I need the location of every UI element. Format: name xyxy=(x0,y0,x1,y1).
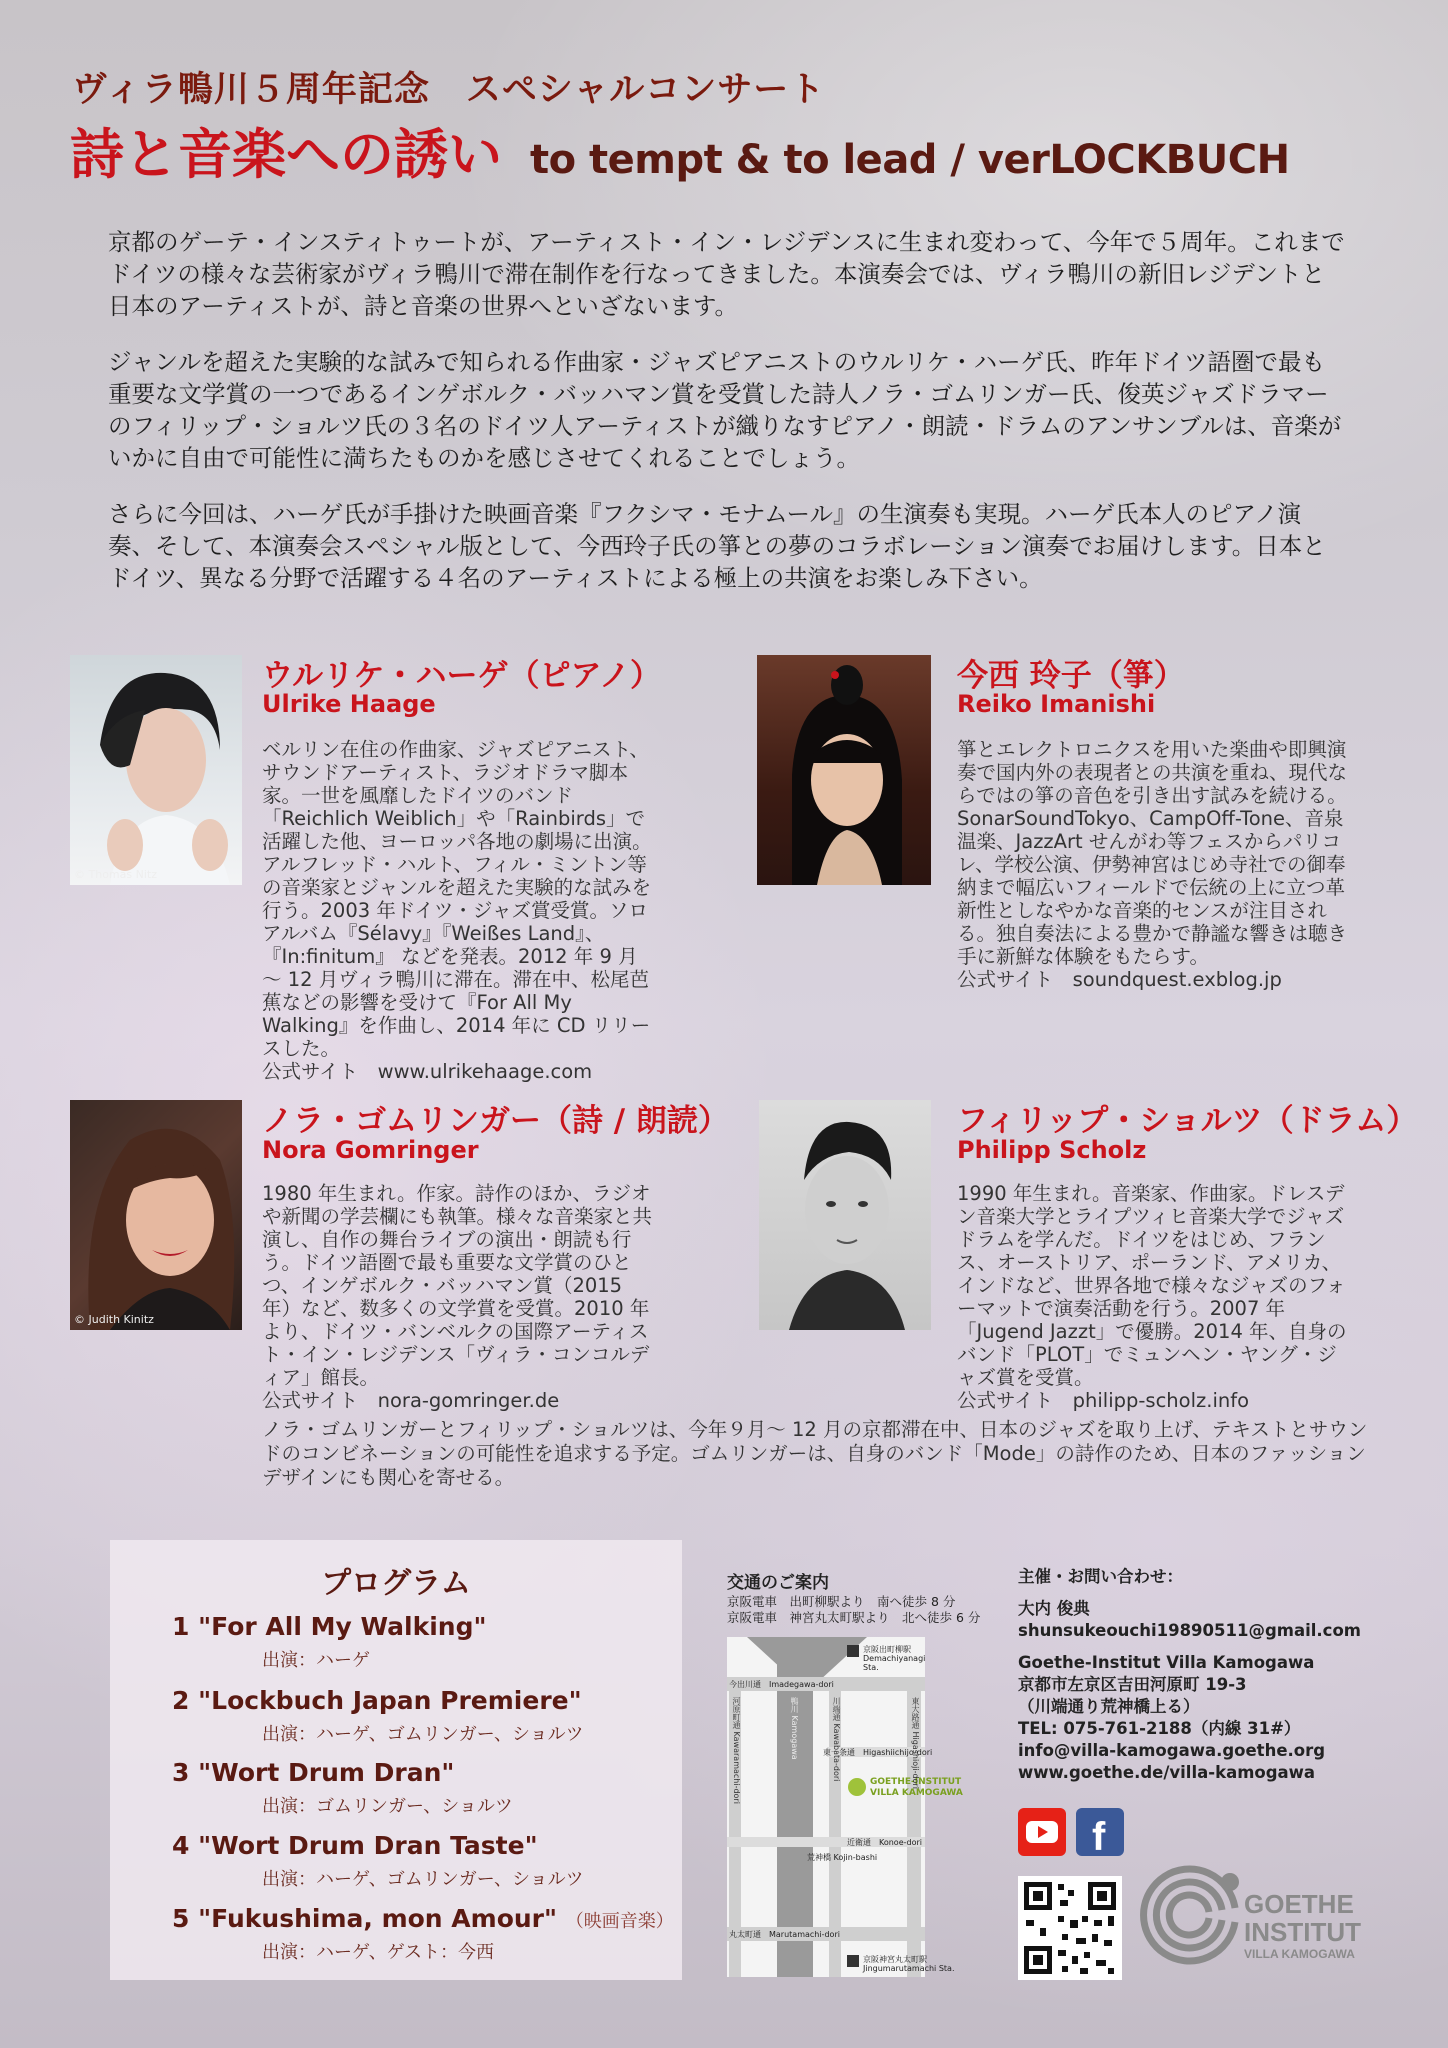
portrait-image xyxy=(757,655,931,885)
map-label-station-bottom: 京阪神宮丸太町駅 Jingumarutamachi Sta. xyxy=(863,1955,955,1973)
map-label-kawabata: 川端通 Kawabata-dori xyxy=(832,1697,841,1782)
artist-name-en: Philipp Scholz xyxy=(957,1136,1147,1164)
philipp-scholz-photo xyxy=(759,1100,931,1330)
contact-org: Goethe-Institut Villa Kamogawa xyxy=(1018,1653,1315,1672)
access-map xyxy=(727,1637,963,1977)
map-label-kamogawa: 鴨川 Kamogawa xyxy=(790,1697,799,1760)
artist-bio xyxy=(957,738,1352,991)
program-number: 4 xyxy=(172,1831,190,1860)
program-item xyxy=(172,1686,582,1715)
program-cast: 出演：ハーゲ、ゴムリンガー、ショルツ xyxy=(262,1724,584,1745)
nora-gomringer-photo xyxy=(70,1100,242,1330)
program-box xyxy=(110,1540,682,1980)
map-label-konoe: 近衛通 Konoe-dori xyxy=(847,1838,922,1847)
program-cast: 出演：ハーゲ、ゴムリンガー、ショルツ xyxy=(262,1869,584,1890)
map-label-kawaramachi: 河原町通 Kawaramachi-dori xyxy=(732,1697,741,1804)
intro-paragraph-3: さらに今回は、ハーゲ氏が手掛けた映画音楽『フクシマ・モナムール』の生演奏も実現。ハーゲ氏本人のピアノ演奏、そして、本演奏会スペシャル版として、今西玲子氏の箏との夢のコラボレーション演奏でお届けします。日本とドイツ、異なる分野で活躍する４名のアーティストによる極上の共演をお楽しみ下さい。 xyxy=(108,500,1326,592)
reiko-imanishi-photo xyxy=(757,655,931,885)
contact-info xyxy=(1018,1566,1361,1784)
svg-text:f: f xyxy=(1092,1815,1106,1859)
program-note: （映画音楽） xyxy=(565,1911,674,1932)
contact-address: 京都市左京区吉田河原町 19-3 xyxy=(1018,1675,1247,1694)
facebook-icon[interactable] xyxy=(1076,1808,1124,1859)
artist-name-ja: ウルリケ・ハーゲ（ピアノ） xyxy=(262,658,661,694)
contact-heading: 主催・お問い合わせ： xyxy=(1018,1567,1183,1586)
contact-website[interactable]: www.goethe.de/villa-kamogawa xyxy=(1018,1763,1316,1782)
event-subtitle: ヴィラ鴨川５周年記念 スペシャルコンサート xyxy=(72,70,826,110)
artist-website[interactable]: 公式サイト www.ulrikehaage.com xyxy=(262,1060,593,1083)
map-label-goethe: GOETHE-INSTITUT VILLA KAMOGAWA xyxy=(870,1777,963,1798)
event-title xyxy=(70,112,1290,189)
access-route-1: 京阪電車 出町柳駅より 南へ徒歩 8 分 xyxy=(727,1594,956,1609)
portrait-image xyxy=(759,1100,931,1330)
contact-email-org[interactable]: info@villa-kamogawa.goethe.org xyxy=(1018,1741,1326,1760)
program-cast: 出演：ハーゲ xyxy=(262,1650,370,1671)
bio-text: 1990 年生まれ。音楽家、作曲家。ドレスデン音楽大学とライプツィヒ音楽大学でジャズドラムを学んだ。ドイツをはじめ、フランス、オーストリア、ポーランド、アメリカ、インドなど、世界各地で様々なジャズのフォーマットで演奏活動を行う。2007 年「Jugend Jazzt」で優勝。2014 年、自身のバンド「PLOT」でミュンヘン・ヤング・ジャズ賞を受賞。 xyxy=(957,1182,1347,1389)
ulrike-haage-photo xyxy=(70,655,242,885)
contact-tel: TEL: 075-761-2188（内線 31#） xyxy=(1018,1719,1301,1738)
contact-email-personal[interactable]: shunsukeouchi19890511@gmail.com xyxy=(1018,1621,1361,1640)
contact-person: 大内 俊典 xyxy=(1018,1599,1090,1618)
program-cast: 出演：ハーゲ、ゲスト：今西 xyxy=(262,1942,495,1963)
photo-credit: © Thomas Nitz xyxy=(74,868,157,881)
intro-paragraph-2: ジャンルを超えた実験的な試みで知られる作曲家・ジャズピアニストのウルリケ・ハーゲ氏、昨年ドイツ語圏で最も重要な文学賞の一つであるインゲボルク・バッハマン賞を受賞した詩人ノラ・ゴムリンガー氏、俊英ジャズドラマーのフィリップ・ショルツ氏の３名のドイツ人アーティストが織りなすピアノ・朗読・ドラムのアンサンブルは、音楽がいかに自由で可能性に満ちたものかを感じさせてくれることでしょう。 xyxy=(108,348,1342,472)
map-label-imadegawa: 今出川通 Imadegawa-dori xyxy=(729,1680,834,1689)
youtube-icon[interactable] xyxy=(1018,1808,1066,1856)
map-label-higashiichijo: 東一条通 Higashiichijo-dori xyxy=(823,1748,933,1757)
contact-address-note: （川端通り荒神橋上る） xyxy=(1018,1697,1200,1716)
portrait-image xyxy=(70,655,242,885)
program-number: 3 xyxy=(172,1758,190,1787)
bio-text: 箏とエレクトロニクスを用いた楽曲や即興演奏で国内外の表現者との共演を重ね、現代ならではの箏の音色を引き出す試みを続ける。SonarSoundTokyo、CampOff-Tone、音泉温楽、JazzArt せんがわ等フェスからパリコレ、学校公演、伊勢神宮はじめ寺社での御奉納まで幅広いフィールドで伝統の上に立つ革新性としなやかな音楽的センスが注目される。独自奏法による豊かで静謐な響きは聴き手に新鮮な体験をもたらす。 xyxy=(957,738,1348,968)
qr-code xyxy=(1018,1876,1122,1980)
program-number: 1 xyxy=(172,1612,190,1641)
bio-text: 1980 年生まれ。作家。詩作のほか、ラジオや新聞の学芸欄にも執筆。様々な音楽家と共演し、自作の舞台ライブの演出・朗読も行う。ドイツ語圏で最も重要な文学賞のひとつ、インゲボルク・バッハマン賞（2015 年）など、数多くの文学賞を受賞。2010 年より、ドイツ・バンベルクの国際アーティスト・イン・レジデンス「ヴィラ・コンコルディア」館長。 xyxy=(262,1182,653,1389)
artist-website[interactable]: 公式サイト soundquest.exblog.jp xyxy=(957,968,1282,991)
map-label-higashioji: 東大路通 Higashioji-dori xyxy=(911,1697,920,1789)
program-piece-title: "Lockbuch Japan Premiere" xyxy=(198,1686,582,1715)
goethe-logo-icon xyxy=(1140,1860,1240,1970)
program-piece-title: "For All My Walking" xyxy=(198,1612,487,1641)
program-item xyxy=(172,1904,674,1933)
artist-website[interactable]: 公式サイト philipp-scholz.info xyxy=(957,1389,1250,1412)
artist-name-ja: フィリップ・ショルツ（ドラム） xyxy=(957,1103,1418,1139)
residency-note: ノラ・ゴムリンガーとフィリップ・ショルツは、今年９月～ 12 月の京都滞在中、日本のジャズを取り上げ、テキストとサウンドのコンビネーションの可能性を追求する予定。ゴムリンガーは、自身のバンド「Mode」の詩作のため、日本のファッションデザインにも関心を寄せる。 xyxy=(262,1418,1368,1489)
map-label-station-top: 京阪出町柳駅 Demachiyanagi Sta. xyxy=(863,1645,926,1672)
intro-paragraph-1: 京都のゲーテ・インスティトゥートが、アーティスト・イン・レジデンスに生まれ変わって、今年で５周年。これまでドイツの様々な芸術家がヴィラ鴨川で滞在制作を行なってきました。本演奏会では、ヴィラ鴨川の新旧レジデントと日本のアーティストが、詩と音楽の世界へといざないます。 xyxy=(108,228,1345,320)
artist-name-ja: ノラ・ゴムリンガー（詩 / 朗読） xyxy=(262,1103,729,1139)
artist-name-ja: 今西 玲子（箏） xyxy=(957,658,1185,694)
access-route-2: 京阪電車 神宮丸太町駅より 北へ徒歩 6 分 xyxy=(727,1610,981,1625)
program-item xyxy=(172,1612,487,1641)
program-item xyxy=(172,1831,538,1860)
access-title: 交通のご案内 xyxy=(727,1573,829,1593)
program-number: 5 xyxy=(172,1904,190,1933)
map-label-kojin: 荒神橋 Kojin-bashi xyxy=(807,1853,878,1862)
photo-credit: © Judith Kinitz xyxy=(74,1313,154,1326)
goethe-institut-logo xyxy=(1140,1860,1380,1980)
artist-bio xyxy=(262,738,657,1083)
artist-name-en: Ulrike Haage xyxy=(262,690,436,718)
goethe-logo-text: GOETHE INSTITUT VILLA KAMOGAWA xyxy=(1244,1889,1361,1961)
title-english: to tempt & to lead / verLOCKBUCH xyxy=(530,137,1290,183)
program-number: 2 xyxy=(172,1686,190,1715)
program-piece-title: "Fukushima, mon Amour" xyxy=(198,1904,558,1933)
artist-website[interactable]: 公式サイト nora-gomringer.de xyxy=(262,1389,560,1412)
artist-name-en: Reiko Imanishi xyxy=(957,690,1156,718)
portrait-image xyxy=(70,1100,242,1330)
artist-bio xyxy=(957,1182,1352,1412)
program-title: プログラム xyxy=(321,1566,471,1601)
program-piece-title: "Wort Drum Dran" xyxy=(198,1758,455,1787)
program-cast: 出演：ゴムリンガー、ショルツ xyxy=(262,1796,513,1817)
title-japanese: 詩と音楽への誘い xyxy=(70,123,502,186)
program-item xyxy=(172,1758,454,1787)
artist-name-en: Nora Gomringer xyxy=(262,1136,479,1164)
bio-text: ベルリン在住の作曲家、ジャズピアニスト、サウンドアーティスト、ラジオドラマ脚本家。一世を風靡したドイツのバンド「Reichlich Weiblich」や「Rainbirds」で活躍した他、ヨーロッパ各地の劇場に出演。アルフレッド・ハルト、フィル・ミントン等の音楽家とジャンルを超えた実験的な試みを行う。2003 年ドイツ・ジャズ賞受賞。ソロアルバム『Sélavy』『Weißes Land』、『In:finitum』 などを発表。2012 年 9 月～ 12 月ヴィラ鴨川に滞在。滞在中、松尾芭蕉などの影響を受けて『For All My Walking』を作曲し、2014 年に CD リリースした。 xyxy=(262,738,652,1060)
artist-bio xyxy=(262,1182,657,1412)
map-label-marutamachi: 丸太町通 Marutamachi-dori xyxy=(729,1930,840,1939)
program-piece-title: "Wort Drum Dran Taste" xyxy=(198,1831,538,1860)
